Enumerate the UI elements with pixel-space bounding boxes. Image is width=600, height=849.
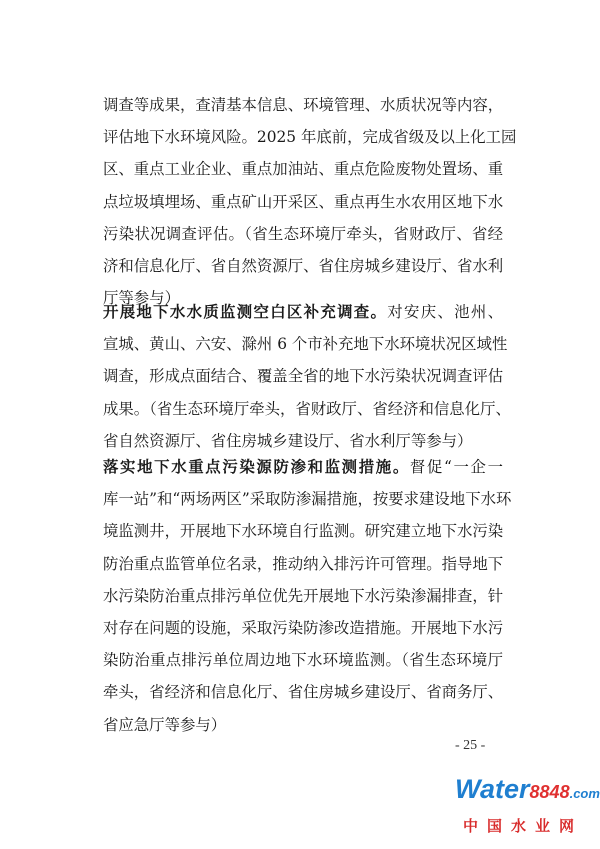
line-text: 点垃圾填埋场、重点矿山开采区、重点再生水农用区地下水 bbox=[103, 192, 504, 211]
text-line bbox=[103, 580, 503, 612]
line-text: 调查，形成点面结合、覆盖全省的地下水污染状况调查评估 bbox=[103, 367, 504, 386]
line-text: 省应急厅等参与） bbox=[103, 715, 227, 734]
text-line bbox=[103, 89, 503, 121]
text-line bbox=[103, 644, 503, 676]
text-line bbox=[103, 709, 503, 741]
line-text: 对存在问题的设施，采取污染防渗改造措施。开展地下水污 bbox=[103, 619, 504, 638]
text-line bbox=[103, 328, 508, 360]
watermark-subtitle: 中国水业网 bbox=[463, 817, 584, 835]
text-line bbox=[103, 393, 511, 425]
text-line bbox=[103, 515, 503, 547]
watermark-brand-suffix: .com bbox=[569, 786, 600, 801]
paragraph-survey-results bbox=[103, 89, 517, 314]
text-line bbox=[103, 360, 503, 392]
text-line bbox=[103, 296, 503, 328]
text-line bbox=[103, 250, 503, 282]
line-text: 成果。（省生态环境厅牵头，省财政厅、省经济和信息化厅、 bbox=[103, 399, 511, 418]
line-text: 染防治重点排污单位周边地下水环境监测。（省生态环境厅 bbox=[103, 651, 503, 670]
line-text: 厅等参与） bbox=[103, 289, 180, 308]
site-watermark-logo bbox=[455, 774, 600, 842]
watermark-brand-text: Water bbox=[455, 774, 530, 804]
line-text: 防治重点监管单位名录，推动纳入排污许可管理。指导地下 bbox=[103, 554, 504, 573]
heading-lead: 开展地下水水质监测空白区补充调查。 bbox=[103, 303, 388, 321]
line-text: 区、重点工业企业、重点加油站、重点危险废物处置场、重 bbox=[103, 160, 504, 179]
line-text: 污染状况调查评估。（省生态环境厅牵头，省财政厅、省经 bbox=[103, 224, 503, 243]
text-line bbox=[103, 676, 503, 708]
text-line bbox=[103, 483, 512, 515]
line-text: 济和信息化厅、省自然资源厅、省住房城乡建设厅、省水利 bbox=[103, 257, 504, 276]
line-text: 境监测井，开展地下水环境自行监测。研究建立地下水污染 bbox=[103, 522, 504, 541]
line-text: 水污染防治重点排污单位优先开展地下水污染渗漏排查，针 bbox=[103, 586, 504, 605]
page-number: - 25 - bbox=[455, 738, 486, 753]
line-text: 库一站”和“两场两区”采取防渗漏措施，按要求建设地下水环 bbox=[103, 490, 512, 509]
text-line bbox=[103, 218, 503, 250]
text-line bbox=[103, 121, 517, 153]
line-text: 调查等成果，查清基本信息、环境管理、水质状况等内容， bbox=[103, 96, 504, 114]
paragraph-monitoring-blank-areas bbox=[103, 296, 511, 457]
text-line bbox=[103, 612, 503, 644]
paragraph-pollution-source-measures bbox=[103, 451, 512, 741]
watermark-brand-number: 8848 bbox=[529, 782, 570, 802]
line-text: 督促“一企一 bbox=[409, 458, 503, 476]
line-text: 对安庆、池州、 bbox=[387, 303, 503, 321]
line-text: 评估地下水环境风险。2025 年底前，完成省级及以上化工园 bbox=[103, 128, 517, 147]
text-line bbox=[103, 153, 503, 185]
heading-lead: 落实地下水重点污染源防渗和监测措施。 bbox=[103, 458, 410, 476]
text-line bbox=[103, 186, 503, 218]
line-text: 宣城、黄山、六安、滁州 6 个市补充地下水环境状况区域性 bbox=[103, 335, 508, 354]
text-line bbox=[103, 548, 503, 580]
text-line bbox=[103, 451, 503, 483]
line-text: 省自然资源厅、省住房城乡建设厅、省水利厅等参与） bbox=[103, 431, 473, 450]
line-text: 牵头，省经济和信息化厅、省住房城乡建设厅、省商务厅、 bbox=[103, 683, 504, 702]
